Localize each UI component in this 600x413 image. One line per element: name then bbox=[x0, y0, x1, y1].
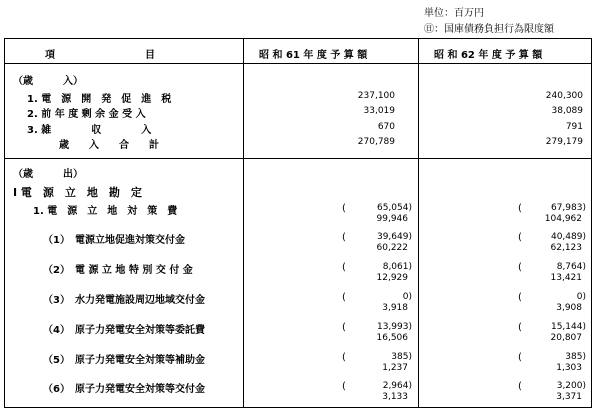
section-divider bbox=[5, 158, 591, 159]
exp-row-paren62: 8,764) bbox=[556, 262, 586, 272]
exp-row-v61: 99,946 bbox=[376, 214, 408, 224]
revenue-row-label: 2. 前 年 度 剰 余 金 受 入 bbox=[27, 109, 146, 120]
exp-row-paren61: 39,649) bbox=[376, 232, 412, 242]
paren-open: ( bbox=[518, 232, 522, 243]
unit-note: 単位：百万円 bbox=[424, 8, 484, 19]
paren-open: ( bbox=[342, 203, 346, 214]
paren-open: ( bbox=[342, 381, 346, 392]
paren-open: ( bbox=[518, 262, 522, 273]
revenue-row-v62: 38,089 bbox=[551, 106, 583, 116]
exp-row-paren61: 8,061) bbox=[382, 262, 412, 272]
revenue-row-v61: 237,100 bbox=[357, 91, 395, 101]
paren-open: ( bbox=[518, 381, 522, 392]
exp-row-paren62: 67,983) bbox=[550, 203, 586, 213]
exp-row-v61: 16,506 bbox=[376, 333, 408, 343]
revenue-row-v61: 670 bbox=[377, 122, 395, 132]
exp-row-paren62: 385) bbox=[565, 352, 586, 362]
budget-table bbox=[4, 38, 592, 408]
exp-row-v62: 3,908 bbox=[556, 303, 582, 313]
exp-row-v61: 60,222 bbox=[376, 243, 408, 253]
exp-row-paren62: 3,200) bbox=[556, 381, 586, 391]
paren-open: ( bbox=[342, 262, 346, 273]
expenditure-section: Ⅰ 電 源 立 地 勘 定 bbox=[13, 186, 142, 199]
paren-open: ( bbox=[518, 322, 522, 333]
exp-row-paren61: 385) bbox=[391, 352, 412, 362]
paren-open: ( bbox=[342, 322, 346, 333]
revenue-row-v61: 33,019 bbox=[363, 106, 395, 116]
exp-row-label: （1） 電源立地促進対策交付金 bbox=[43, 235, 185, 246]
exp-row-paren61: 2,964) bbox=[382, 381, 412, 391]
revenue-row-label: 1. 電 源 開 発 促 進 税 bbox=[27, 94, 172, 105]
exp-row-paren61: 0) bbox=[402, 292, 412, 302]
revenue-row-label: 3. 雑 収 入 bbox=[27, 125, 152, 136]
divider-col61 bbox=[243, 39, 244, 407]
header-item: 項 目 bbox=[45, 50, 155, 61]
paren-open: ( bbox=[518, 292, 522, 303]
exp-row-paren62: 40,489) bbox=[550, 232, 586, 242]
paren-open: ( bbox=[518, 203, 522, 214]
header-col62: 昭 和 62 年 度 予 算 額 bbox=[434, 50, 543, 61]
exp-row-v62: 104,962 bbox=[544, 214, 582, 224]
revenue-row-v62: 791 bbox=[565, 122, 583, 132]
exp-row-label: （5） 原子力発電安全対策等補助金 bbox=[43, 355, 205, 366]
exp-row-label: 1. 電 源 立 地 対 策 費 bbox=[33, 206, 178, 217]
exp-row-paren62: 15,144) bbox=[550, 322, 586, 332]
paren-open: ( bbox=[342, 232, 346, 243]
exp-row-label: （3） 水力発電施設周辺地域交付金 bbox=[43, 295, 205, 306]
exp-row-v61: 1,237 bbox=[382, 363, 408, 373]
exp-row-v61: 12,929 bbox=[376, 273, 408, 283]
revenue-total-label: 歳 入 合 計 bbox=[59, 140, 159, 151]
legend-note: ㊐：国庫債務負担行為限度額 bbox=[424, 24, 554, 35]
exp-row-v62: 13,421 bbox=[550, 273, 582, 283]
exp-row-label: （2） 電 源 立 地 特 別 交 付 金 bbox=[43, 265, 193, 276]
exp-row-v61: 3,918 bbox=[382, 303, 408, 313]
expenditure-title: （歳 出） bbox=[13, 169, 83, 180]
paren-open: ( bbox=[342, 292, 346, 303]
exp-row-paren61: 65,054) bbox=[376, 203, 412, 213]
header-divider bbox=[5, 63, 591, 64]
exp-row-v62: 62,123 bbox=[550, 243, 582, 253]
paren-open: ( bbox=[518, 352, 522, 363]
exp-row-paren61: 13,993) bbox=[376, 322, 412, 332]
header-col61: 昭 和 61 年 度 予 算 額 bbox=[259, 50, 368, 61]
exp-row-paren62: 0) bbox=[576, 292, 586, 302]
exp-row-v62: 20,807 bbox=[550, 333, 582, 343]
revenue-row-v62: 240,300 bbox=[545, 91, 583, 101]
exp-row-label: （4） 原子力発電安全対策等委託費 bbox=[43, 325, 205, 336]
exp-row-label: （6） 原子力発電安全対策等交付金 bbox=[43, 384, 205, 395]
exp-row-v61: 3,133 bbox=[382, 392, 408, 402]
paren-open: ( bbox=[342, 352, 346, 363]
revenue-title: （歳 入） bbox=[13, 76, 83, 87]
exp-row-v62: 3,371 bbox=[556, 392, 582, 402]
revenue-total-v62: 279,179 bbox=[545, 137, 583, 147]
divider-col62 bbox=[418, 39, 419, 407]
revenue-total-v61: 270,789 bbox=[357, 137, 395, 147]
exp-row-v62: 1,303 bbox=[556, 363, 582, 373]
